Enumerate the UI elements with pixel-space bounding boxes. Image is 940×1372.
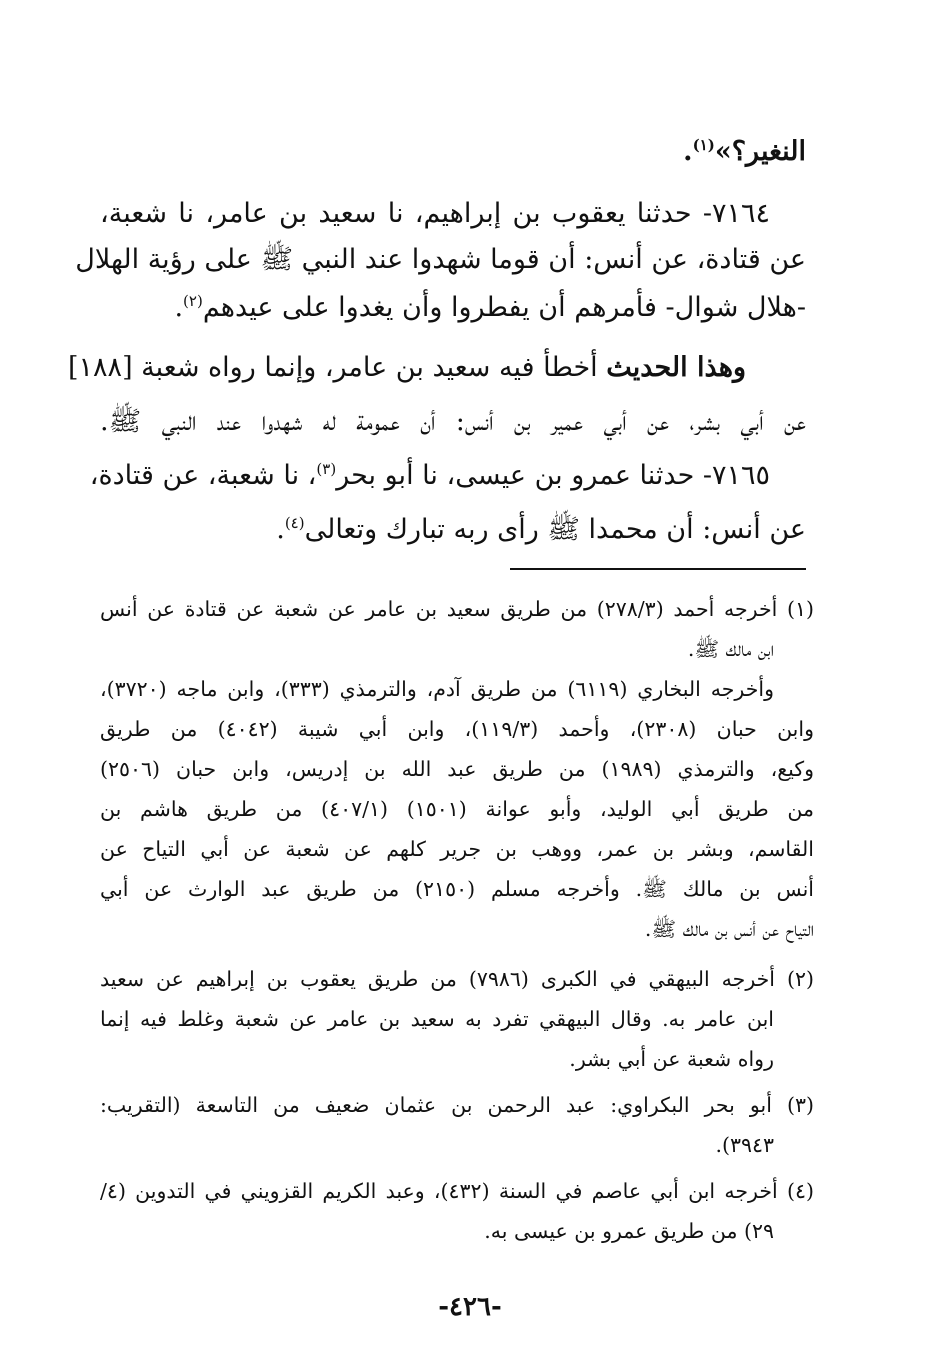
- footnote-line: ابن مالك ﷺ.: [687, 637, 774, 661]
- footnote-line: (٤) أخرجه ابن أبي عاصم في السنة (٤٣٢)، وعبد الكريم القزويني في التدوين (٤/: [100, 1179, 814, 1203]
- footnote-line: وأخرجه البخاري (٦١١٩) من طريق آدم، والترمذي (٣٣٣)، وابن ماجه (٣٧٢٠)،: [100, 677, 774, 701]
- footnote-line: أنس بن مالك ﷺ. وأخرجه مسلم (٢١٥٠) من طريق عبد الوارث عن أبي: [100, 877, 814, 901]
- footnote-line: القاسم، وبشر بن عمر، ووهب بن جرير كلهم عن شعبة عن أبي التياح عن: [100, 837, 814, 861]
- text-line-1: النغير؟»$^{(١)}$.: [683, 136, 806, 167]
- footnote-line: التياح عن أنس بن مالك ﷺ.: [644, 917, 814, 941]
- footnote-line: ٣٩٤٣).: [715, 1133, 774, 1157]
- text-line-4: -هلال شوال- فأمرهم أن يفطروا وأن يغدوا على عيدهم$^{(٢)}$.: [174, 292, 806, 323]
- footnote-line: وابن حبان (٢٣٠٨)، وأحمد (١١٩/٣)، وابن أبي شيبة (٤٠٤٢) من طريق: [100, 717, 814, 741]
- text-line-8: عن أنس: أن محمدا ﷺ رأى ربه تبارك وتعالى$^{(٤)}$.: [276, 514, 806, 545]
- footnote-line: رواه شعبة عن أبي بشر.: [569, 1047, 774, 1071]
- text-line-6: عن أبي بشر، عن أبي عمير بن أنس: أن عمومة له شهدوا عند النبي ﷺ.: [100, 406, 806, 437]
- text-line-3: عن قتادة، عن أنس: أن قوما شهدوا عند النبي ﷺ على رؤية الهلال: [75, 244, 806, 275]
- footnote-line: (١) أخرجه أحمد (٢٧٨/٣) من طريق سعيد بن عامر عن شعبة عن قتادة عن أنس: [100, 597, 814, 621]
- footnote-line: ابن عامر به. وقال البيهقي تفرد به سعيد بن عامر عن شعبة وغلط فيه إنما: [100, 1007, 774, 1031]
- footnote-separator: [510, 568, 806, 570]
- text-line-5: وهذا الحديث أخطأ فيه سعيد بن عامر، وإنما رواه شعبة [١٨٨]: [68, 352, 746, 383]
- footnote-ref-4: (٤): [284, 514, 305, 532]
- page-number: -٤٢٦-: [438, 1292, 502, 1322]
- text-line-2: ٧١٦٤- حدثنا يعقوب بن إبراهيم، نا سعيد بن عامر، نا شعبة،: [100, 198, 770, 229]
- footnote-ref-2: (٢): [183, 292, 203, 310]
- footnote-ref-1: (١): [692, 136, 715, 154]
- text-line-7: ٧١٦٥- حدثنا عمرو بن عيسى، نا أبو بحر$^{(٣)}$، نا شعبة، عن قتادة،: [89, 460, 770, 491]
- footnote-line: من طريق أبي الوليد، وأبو عوانة (١٥٠١) (٤٠٧/١) من طريق هاشم بن: [100, 797, 815, 821]
- footnote-line: وكيع، والترمذي (١٩٨٩) من طريق عبد الله بن إدريس، وابن حبان (٢٥٠٦): [100, 757, 814, 781]
- bold-phrase: وهذا الحديث: [606, 352, 746, 383]
- footnote-line: (٢) أخرجه البيهقي في الكبرى (٧٩٨٦) من طريق يعقوب بن إبراهيم عن سعيد: [100, 967, 814, 991]
- footnote-ref-3: (٣): [316, 460, 337, 478]
- footnote-line: (٣) أبو بحر البكراوي: عبد الرحمن بن عثمان ضعيف من التاسعة (التقريب:: [100, 1093, 814, 1117]
- footnote-line: ٢٩) من طريق عمرو بن عيسى به.: [484, 1219, 774, 1243]
